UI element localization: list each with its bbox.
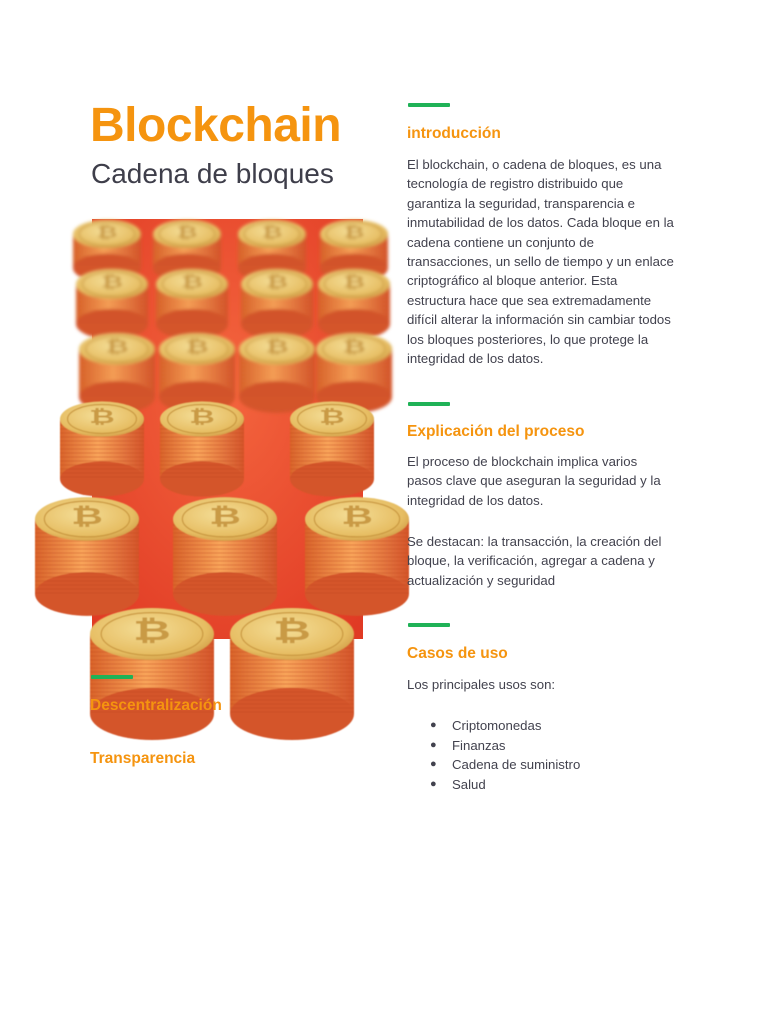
- coin-stack: [316, 333, 392, 413]
- svg-text:₿: ₿: [133, 614, 171, 648]
- svg-text:₿: ₿: [105, 336, 129, 358]
- coin-stack: [230, 608, 354, 740]
- uses-list: [407, 716, 580, 794]
- list-item: ● Cadena de suministro: [407, 755, 580, 775]
- svg-text:₿: ₿: [343, 272, 365, 292]
- coin-stack: [160, 401, 244, 496]
- accent-rule: [408, 623, 450, 627]
- uses-intro: Los principales usos son:: [407, 677, 556, 692]
- coin-stack: [318, 269, 390, 339]
- process-steps-paragraph: Se destacan: la transacción, la creación del bloque, la verificación, agregar a cadena y actualización y seguridad: [407, 534, 662, 588]
- svg-text:₿: ₿: [209, 502, 241, 530]
- svg-text:₿: ₿: [71, 502, 103, 530]
- accent-rule: [408, 103, 450, 107]
- svg-text:₿: ₿: [266, 272, 288, 292]
- coin-stack: [35, 497, 139, 616]
- coin-stack: [159, 333, 235, 413]
- coin-stack: [305, 497, 409, 616]
- svg-text:₿: ₿: [185, 336, 209, 358]
- svg-text:₿: ₿: [96, 222, 118, 241]
- intro-paragraph: El blockchain, o cadena de bloques, es una tecnología de registro distribuido que garantiza la seguridad, transparencia e inmutabilidad de los datos. Cada bloque en la cadena contiene un conjunto de transacciones, un sello de tiempo y un enlace criptográfico al bloque anterior. Esta estructura hace que sea extremadamente difícil alterar la información sin cambiar todos los bloques posteriores, lo que protege la integridad de los datos.: [407, 157, 674, 367]
- intro-heading: introducción: [407, 125, 501, 142]
- process-paragraph: El proceso de blockchain implica varios pasos clave que aseguran la seguridad y la integridad de los datos.: [407, 454, 661, 508]
- bullet-icon: ●: [430, 777, 437, 790]
- highlight-transparencia: Transparencia: [90, 750, 196, 767]
- coin-stack: [76, 269, 148, 339]
- svg-text:₿: ₿: [342, 336, 366, 358]
- document-title: Blockchain: [90, 99, 342, 152]
- svg-text:₿: ₿: [261, 222, 283, 241]
- highlight-descentralizacion: Descentralización: [90, 697, 222, 714]
- svg-text:₿: ₿: [189, 406, 215, 429]
- accent-rule: [91, 675, 133, 679]
- bullet-icon: ●: [430, 738, 437, 751]
- coin-stack: [60, 401, 144, 496]
- coin-stack: [90, 608, 214, 740]
- coin-stack: [173, 497, 277, 616]
- svg-text:₿: ₿: [89, 406, 115, 429]
- coin-stack: [241, 269, 313, 339]
- accent-rule: [408, 402, 450, 406]
- svg-text:₿: ₿: [176, 222, 198, 241]
- svg-text:₿: ₿: [181, 272, 203, 292]
- document-subtitle: Cadena de bloques: [91, 158, 334, 189]
- uses-heading: Casos de uso: [407, 645, 508, 662]
- process-heading: Explicación del proceso: [407, 423, 585, 440]
- bitcoin-coin-stacks-image: [71, 219, 373, 648]
- bullet-icon: ●: [430, 758, 437, 771]
- list-item: ● Finanzas: [407, 736, 580, 756]
- coin-stack: [239, 333, 315, 413]
- coin-stack: [156, 269, 228, 339]
- svg-text:₿: ₿: [265, 336, 289, 358]
- svg-text:₿: ₿: [343, 222, 365, 241]
- bullet-icon: ●: [430, 719, 437, 731]
- coin-stack: [79, 333, 155, 413]
- list-item: ● Salud: [407, 775, 580, 795]
- svg-text:₿: ₿: [341, 502, 373, 530]
- svg-text:₿: ₿: [101, 272, 123, 292]
- coin-stack: [290, 401, 374, 496]
- hero-illustration: [71, 219, 373, 648]
- list-item: ● Criptomonedas: [407, 716, 580, 736]
- svg-text:₿: ₿: [319, 406, 345, 429]
- svg-text:₿: ₿: [273, 614, 311, 648]
